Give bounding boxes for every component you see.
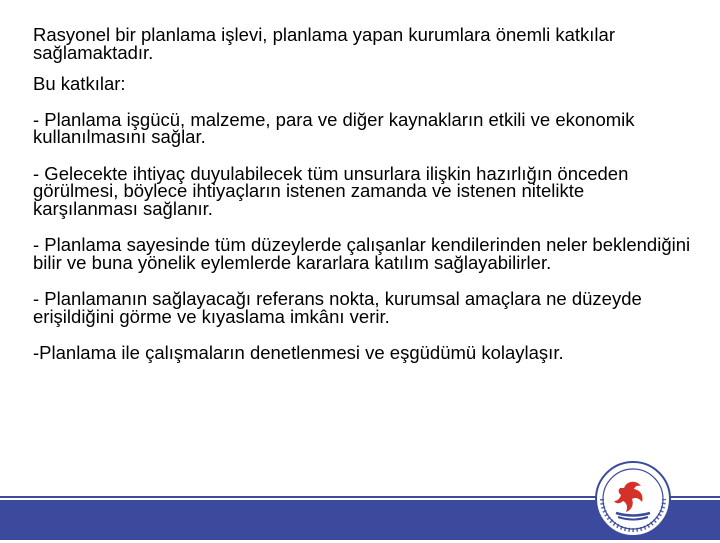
university-seal-icon bbox=[594, 460, 672, 538]
bullet-item: - Planlama sayesinde tüm düzeylerde çalışanlar kendilerinden neler beklendiğini bilir ve buna yönelik eylemlerde kararlara katılım sağlayabilirler. bbox=[33, 234, 691, 273]
slide-content bbox=[33, 26, 693, 376]
intro-paragraph: Rasyonel bir planlama işlevi, planlama yapan kurumlara önemli katkılar sağlamaktadır. bbox=[33, 24, 615, 63]
bullet-item: - Planlamanın sağlayacağı referans nokta, kurumsal amaçlara ne düzeyde erişildiğini görme ve kıyaslama imkânı verir. bbox=[33, 288, 642, 327]
lead-paragraph: Bu katkılar: bbox=[33, 73, 126, 94]
bullet-item: -Planlama ile çalışmaların denetlenmesi ve eşgüdümü kolaylaşır. bbox=[33, 342, 564, 363]
bullet-item: - Gelecekte ihtiyaç duyulabilecek tüm unsurlara ilişkin hazırlığın önceden görülmesi, böylece ihtiyaçların istenen zamanda ve istenen nitelikte karşılanması sağlanır. bbox=[33, 162, 629, 219]
bullet-item: - Planlama işgücü, malzeme, para ve diğer kaynakların etkili ve ekonomik kullanılmasını sağlar. bbox=[33, 108, 635, 147]
